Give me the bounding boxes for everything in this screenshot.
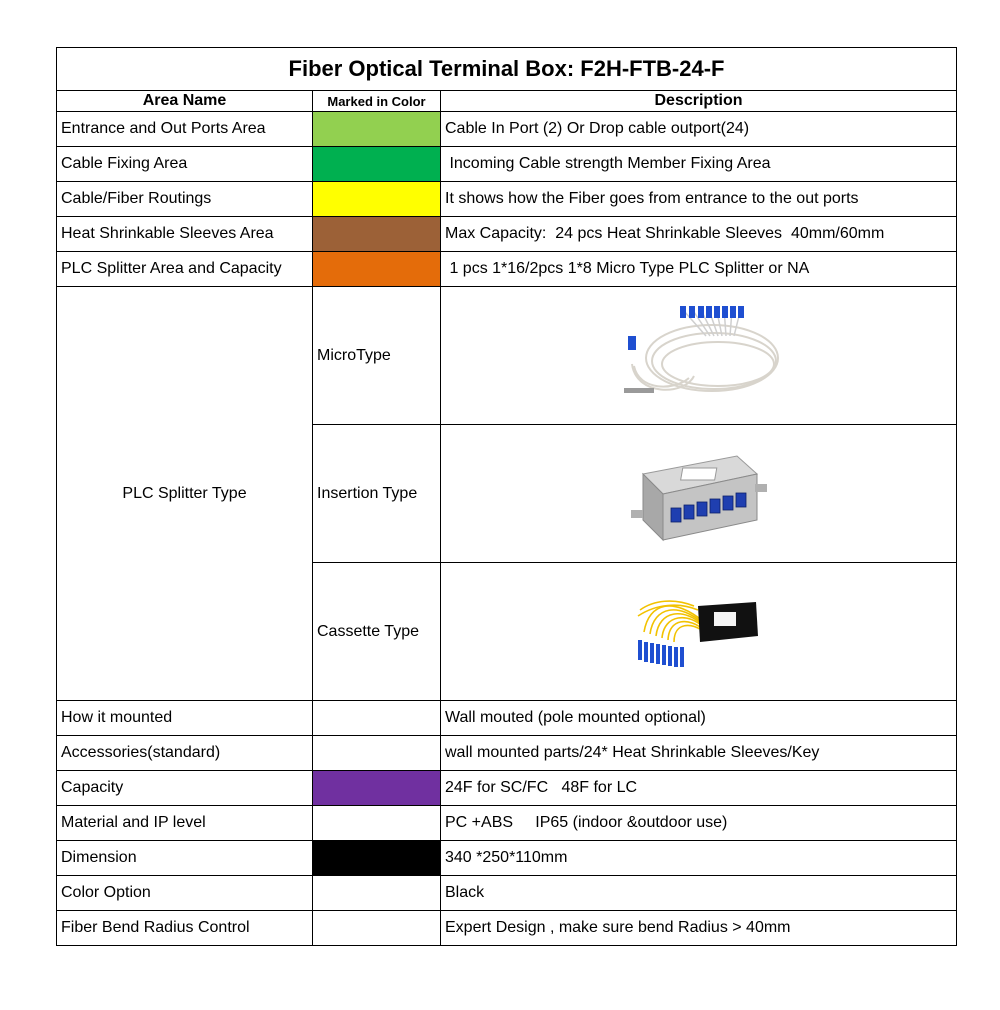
table-row — [57, 841, 957, 876]
insertion-splitter-image — [629, 444, 769, 544]
header-marked-in-color: Marked in Color — [313, 91, 441, 112]
description-cell: It shows how the Fiber goes from entrance to the out ports — [441, 182, 957, 217]
description-cell: Black — [441, 876, 957, 911]
color-swatch — [313, 911, 441, 946]
spec-table — [56, 47, 957, 946]
color-swatch — [313, 701, 441, 736]
table-row — [57, 182, 957, 217]
splitter-type-name: MicroType — [313, 287, 441, 425]
table-row — [57, 112, 957, 147]
table-row — [57, 736, 957, 771]
table-row — [57, 806, 957, 841]
table-title: Fiber Optical Terminal Box: F2H-FTB-24-F — [57, 48, 957, 91]
description-cell: Incoming Cable strength Member Fixing Area — [441, 147, 957, 182]
area-name-cell: Capacity — [57, 771, 313, 806]
header-description: Description — [441, 91, 957, 112]
description-cell: PC +ABS IP65 (indoor &outdoor use) — [441, 806, 957, 841]
table-row — [57, 147, 957, 182]
table-row — [57, 876, 957, 911]
color-swatch — [313, 876, 441, 911]
splitter-type-name: Cassette Type — [313, 563, 441, 701]
splitter-row-micro — [57, 287, 957, 425]
table-row — [57, 217, 957, 252]
area-name-cell: PLC Splitter Area and Capacity — [57, 252, 313, 287]
color-swatch — [313, 841, 441, 876]
cassette-splitter-image — [634, 592, 764, 672]
area-name-cell: Fiber Bend Radius Control — [57, 911, 313, 946]
table-row — [57, 771, 957, 806]
description-cell: 1 pcs 1*16/2pcs 1*8 Micro Type PLC Splitter or NA — [441, 252, 957, 287]
area-name-cell: Material and IP level — [57, 806, 313, 841]
description-cell: Cable In Port (2) Or Drop cable outport(24) — [441, 112, 957, 147]
header-area-name: Area Name — [57, 91, 313, 112]
description-cell: Wall mouted (pole mounted optional) — [441, 701, 957, 736]
area-name-cell: Heat Shrinkable Sleeves Area — [57, 217, 313, 252]
area-name-cell: Color Option — [57, 876, 313, 911]
area-name-cell: Dimension — [57, 841, 313, 876]
table-row — [57, 911, 957, 946]
color-swatch — [313, 806, 441, 841]
color-swatch — [313, 112, 441, 147]
micro-splitter-image-cell — [441, 287, 957, 425]
description-cell: 340 *250*110mm — [441, 841, 957, 876]
color-swatch — [313, 147, 441, 182]
description-cell: Expert Design , make sure bend Radius > 40mm — [441, 911, 957, 946]
area-name-cell: Entrance and Out Ports Area — [57, 112, 313, 147]
area-name-cell: Cable/Fiber Routings — [57, 182, 313, 217]
description-cell: Max Capacity: 24 pcs Heat Shrinkable Sleeves 40mm/60mm — [441, 217, 957, 252]
insertion-splitter-image-cell — [441, 425, 957, 563]
color-swatch — [313, 771, 441, 806]
table-row — [57, 701, 957, 736]
color-swatch — [313, 217, 441, 252]
table-row — [57, 252, 957, 287]
micro-splitter-image — [614, 306, 784, 406]
description-cell: wall mounted parts/24* Heat Shrinkable Sleeves/Key — [441, 736, 957, 771]
splitter-type-name: Insertion Type — [313, 425, 441, 563]
cassette-splitter-image-cell — [441, 563, 957, 701]
area-name-cell: Cable Fixing Area — [57, 147, 313, 182]
color-swatch — [313, 736, 441, 771]
area-name-cell: Accessories(standard) — [57, 736, 313, 771]
area-name-cell: How it mounted — [57, 701, 313, 736]
description-cell: 24F for SC/FC 48F for LC — [441, 771, 957, 806]
plc-splitter-type-label: PLC Splitter Type — [57, 287, 313, 701]
color-swatch — [313, 252, 441, 287]
color-swatch — [313, 182, 441, 217]
